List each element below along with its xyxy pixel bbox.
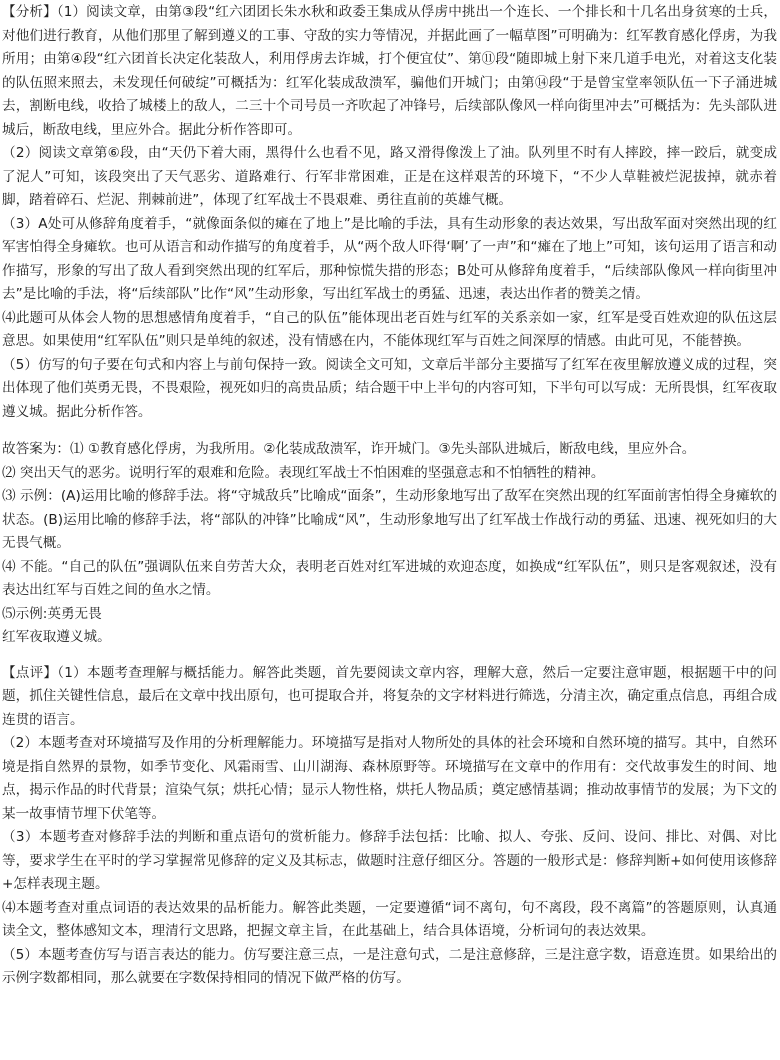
section-spacer (2, 424, 777, 438)
analysis-paragraph-3: （3）A处可从修辞角度着手，“就像面条似的瘫在了地上”是比喻的手法，具有生动形象的表达效果，写出敌军面对突然出现的红军害怕得全身瘫软。也可从语言和动作描写的角度着手，从“两个敌人吓得‘啊’了一声”和“瘫在了地上”可知，该句运用了语言和动作描写，形象的写出了敌人看到突然出现的红军后，那种惊慌失措的形态；B处可从修辞角度着手，“后续部队像风一样向街里冲去”是比喻的手法，将“后续部队”比作“风”生动形象，写出红军战士的勇猛、迅速，表达出作者的赞美之情。 (2, 215, 777, 302)
comment-paragraph-4: ⑷本题考查对重点词语的表达效果的品析能力。解答此类题，一定要遵循“词不离句，句不离段，段不离篇”的答题原则，认真通读全文，整体感知文本，理清行文思路，把握文章主旨，在此基础上，结合具体语境，分析词句的表达效果。 (2, 899, 777, 939)
answer-line-5: ⑸示例:英勇无畏 (2, 605, 102, 622)
comment-section (2, 662, 777, 991)
answer-section (2, 438, 777, 650)
analysis-section (2, 0, 777, 424)
analysis-paragraph-4: ⑷此题可从体会人物的思想感情角度着手，“自己的队伍”能体现出老百姓与红军的关系亲如一家，红军是受百姓欢迎的队伍这层意思。如果使用“红军队伍”则只是单纯的叙述，没有情感在内，不能体现红军与百姓之间深厚的情感。由此可见，不能替换。 (2, 309, 777, 349)
analysis-paragraph-1: 【分析】（1）阅读文章，由第③段“红六团团长朱水秋和政委王集成从俘虏中挑出一个连长、一个排长和十几名出身贫寒的士兵，对他们进行教育，从他们那里了解到遵义的工事、守敌的实力等情况，并据此画了一幅草图”可明确为：红军教育感化俘虏，为我所用；由第④段“红六团首长决定化装敌人，利用俘虏去诈城，打个便宜仗”、第⑪段“随即城上射下来几道手电光，对着这支化装的队伍照来照去，未发现任何破绽”可概括为：红军化装成敌溃军，骗他们开城门；由第⑭段“于是曾宝堂率领队伍一下子涌进城去，割断电线，收拾了城楼上的敌人，二三十个司号员一齐吹起了冲锋号，后续部队像风一样向街里冲去”可概括为：先头部队进城后，断敌电线，里应外合。据此分析作答即可。 (2, 4, 777, 138)
analysis-paragraph-5: （5）仿写的句子要在句式和内容上与前句保持一致。阅读全文可知，文章后半部分主要描写了红军在夜里解放遵义成的过程，突出体现了他们英勇无畏，不畏艰险，视死如归的高贵品质；结合题干中上半句的内容可知，下半句可以写成：无所畏惧，红军夜取遵义城。据此分析作答。 (2, 356, 777, 420)
comment-paragraph-1: 【点评】（1）本题考查理解与概括能力。解答此类题，首先要阅读文章内容，理解大意，然后一定要注意审题，根据题干中的问题，抓住关键性信息，最后在文章中找出原句，也可提取合并，将复杂的文字材料进行筛选，分清主次，确定重点信息，再组合成连贯的语言。 (2, 664, 777, 728)
analysis-paragraph-2: （2）阅读文章第⑥段，由“天仍下着大雨，黑得什么也看不见，路又滑得像泼上了油。队列里不时有人摔跤，摔一跤后，就变成了泥人”可知，该段突出了天气恶劣、道路难行、行军非常困难，正是在这样艰苦的环境下，“不少人草鞋被烂泥拔掉，就赤着脚，踏着碎石、烂泥、荆棘前进”，体现了红军战士不畏艰难、勇往直前的英雄气概。 (2, 145, 777, 208)
answer-line-6: 红军夜取遵义城。 (2, 629, 111, 645)
answer-line-2: ⑵ 突出天气的恶劣。说明行军的艰难和危险。表现红军战士不怕困难的坚强意志和不怕牺牲的精神。 (2, 464, 605, 481)
answer-line-1: 故答案为：⑴ ①教育感化俘虏，为我所用。②化装成敌溃军，诈开城门。③先头部队进城后，断敌电线，里应外合。 (2, 441, 696, 457)
comment-paragraph-3: （3）本题考查对修辞手法的判断和重点语句的赏析能力。修辞手法包括：比喻、拟人、夸张、反问、设问、排比、对偶、对比等，要求学生在平时的学习掌握常见修辞的定义及其标志，做题时注意仔细区分。答题的一般形式是：修辞判断+如何使用该修辞+怎样表现主题。 (2, 829, 777, 892)
comment-paragraph-2: （2）本题考查对环境描写及作用的分析理解能力。环境描写是指对人物所处的具体的社会环境和自然环境的描写。其中，自然环境是指自然界的景物，如季节变化、风霜雨雪、山川湖海、森林原野等。环境描写在文章中的作用有：交代故事发生的时间、地点，揭示作品的时代背景；渲染气氛；烘托心情；显示人物性格，烘托人物品质；奠定感情基调；推动故事情节的发展；为下文的某一故事情节埋下伏笔等。 (2, 735, 777, 822)
section-spacer (2, 650, 777, 662)
answer-line-4: ⑷ 不能。“自己的队伍”强调队伍来自劳苦大众，表明老百姓对红军进城的欢迎态度，如换成“红军队伍”，则只是客观叙述，没有表达出红军与百姓之间的鱼水之情。 (2, 558, 777, 598)
comment-paragraph-5: （5）本题考查仿写与语言表达的能力。仿写要注意三点，一是注意句式，二是注意修辞，三是注意字数，语意连贯。如果给出的示例字数都相同，那么就要在字数保持相同的情况下做严格的仿写。 (2, 946, 777, 986)
answer-line-3: ⑶ 示例：(A)运用比喻的修辞手法。将“守城敌兵”比喻成“面条”，生动形象地写出了敌军在突然出现的红军面前害怕得全身瘫软的状态。(B)运用比喻的修辞手法，将“部队的冲锋”比喻成“风”，生动形象地写出了红军战士作战行动的勇猛、迅速、视死如归的大无畏气概。 (2, 488, 777, 551)
